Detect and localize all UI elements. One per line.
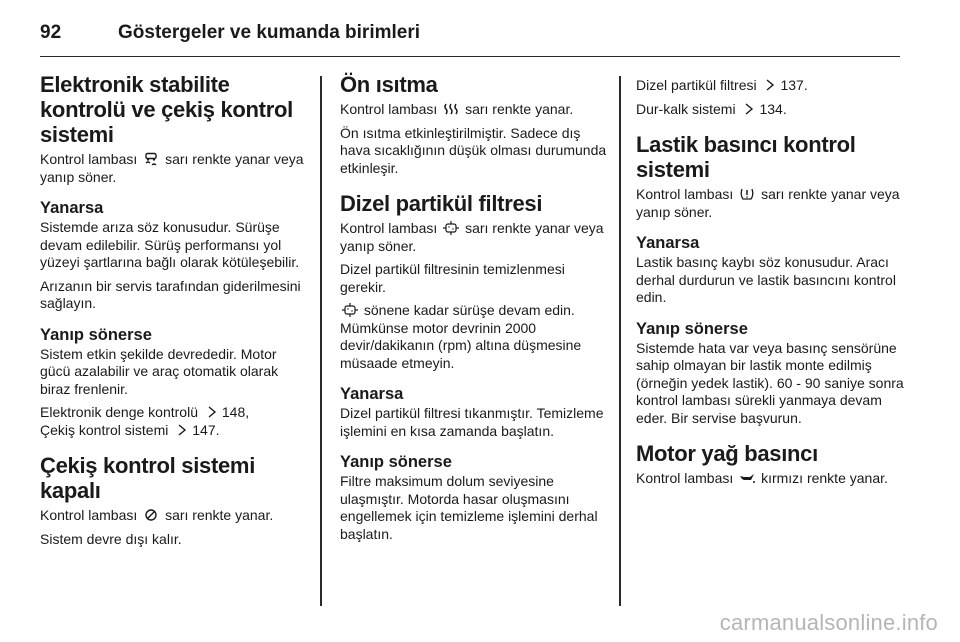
esp-flash-text: Sistem etkin şekilde devrededir. Motor gücü azalabilir ve araç otomatik olarak biraz frenlenir. bbox=[40, 345, 279, 397]
tc-off-section-title: Çekiş kontrol sistemi kapalı bbox=[40, 453, 256, 503]
dpf-text-2: sönene kadar sürüşe devam edin. Mümkünse motor devrinin 2000 devir/dakikanın (rpm) altına düşmesine müsaade etmeyin. bbox=[340, 302, 582, 371]
tpms-flash-heading: Yanıp sönerse bbox=[636, 319, 748, 338]
dpf-lit-text: Dizel partikül filtresi tıkanmıştır. Temizleme işlemini en kısa zamanda başlatın. bbox=[340, 405, 604, 439]
tc-off-text: Sistem devre dışı kalır. bbox=[40, 530, 182, 547]
tpms-section-title: Lastik basıncı kontrol sistemi bbox=[636, 132, 856, 182]
traction-control-off-icon bbox=[143, 508, 159, 522]
oil-pressure-section-title: Motor yağ basıncı bbox=[636, 441, 818, 466]
diesel-particulate-filter-icon bbox=[342, 303, 358, 317]
esp-service-text: Arızanın bir servis tarafından giderilmesini sağlayın. bbox=[40, 277, 301, 311]
preheat-text: Ön ısıtma etkinleştirilmiştir. Sadece dış hava sıcaklığının düşük olması durumunda etkinleşir. bbox=[340, 124, 607, 176]
esp-intro: Kontrol lambası sarı renkte yanar veya yanıp söner. bbox=[40, 151, 304, 185]
esp-lit-text: Sistemde arıza söz konusudur. Sürüşe devam edilebilir. Sürüş performansı yol yüzeyi şartlarına bağlı olarak kötüleşebilir. bbox=[40, 219, 300, 270]
page-header-title: Göstergeler ve kumanda birimleri bbox=[118, 22, 421, 43]
page-ref-137[interactable]: 137. bbox=[780, 77, 808, 93]
dpf-section-title: Dizel partikül filtresi bbox=[340, 191, 543, 216]
esp-skid-car-icon bbox=[143, 152, 159, 166]
tpms-lit-heading: Yanarsa bbox=[636, 234, 700, 252]
preheat-intro: Kontrol lambası sarı renkte yanar. bbox=[340, 101, 574, 117]
tc-off-intro: Kontrol lambası sarı renkte yanar. bbox=[40, 507, 274, 523]
dpf-intro: Kontrol lambası sarı renkte yanar veya yanıp söner. bbox=[340, 220, 604, 254]
oil-can-icon bbox=[739, 471, 755, 485]
column-2 bbox=[340, 72, 610, 549]
page-reference-arrow-icon bbox=[204, 405, 220, 419]
dpf-flash-text: Filtre maksimum dolum seviyesine ulaşmıştır. Motorda hasar oluşmasını engellemek için temizleme işlemini derhal başlatın. bbox=[340, 473, 598, 542]
esp-flash-heading: Yanıp sönerse bbox=[40, 325, 152, 344]
page-reference-arrow-icon bbox=[762, 78, 778, 92]
dpf-references: Dizel partikül filtresi 137. bbox=[636, 77, 808, 93]
tpms-flash-text: Sistemde hata var veya basınç sensörüne sahip olmayan bir lastik monte edilmiş (örneğin yedek lastik). 60 - 90 saniye sonra kontrol lambası sürekli yanmaya devam eder. Bir servise başvurun. bbox=[636, 339, 904, 426]
dpf-flash-heading: Yanıp sönerse bbox=[340, 453, 452, 471]
page-ref-134[interactable]: 134. bbox=[759, 100, 787, 117]
column-divider-left bbox=[320, 76, 322, 606]
esp-lit-heading: Yanarsa bbox=[40, 199, 104, 217]
dpf-text-1: Dizel partikül filtresinin temizlenmesi gerekir. bbox=[340, 261, 565, 295]
tire-pressure-icon bbox=[739, 187, 755, 201]
preheat-section-title: Ön ısıtma bbox=[340, 72, 438, 97]
page-number: 92 bbox=[40, 22, 62, 43]
tpms-lit-text: Lastik basınç kaybı söz konusudur. Aracı derhal durdurun ve lastik basıncını kontrol edin. bbox=[636, 254, 896, 305]
esp-section-title: Elektronik stabilite kontrolü ve çekiş kontrol sistemi bbox=[40, 72, 293, 147]
column-1 bbox=[40, 72, 310, 554]
page-reference-arrow-icon bbox=[174, 423, 190, 437]
page-header bbox=[40, 12, 900, 57]
dpf-lit-heading: Yanarsa bbox=[340, 385, 404, 403]
diesel-particulate-filter-icon bbox=[443, 221, 459, 235]
esp-references: Elektronik denge kontrolü 148, Çekiş kontrol sistemi 147. bbox=[40, 404, 250, 438]
page-ref-148[interactable]: 148, bbox=[221, 404, 250, 420]
glow-plug-icon bbox=[443, 102, 459, 116]
stop-start-reference: Dur-kalk sistemi 134. bbox=[636, 100, 787, 117]
oil-pressure-intro: Kontrol lambası kırmızı renkte yanar. bbox=[636, 470, 888, 486]
column-divider-right bbox=[619, 76, 621, 606]
tpms-intro: Kontrol lambası sarı renkte yanar veya yanıp söner. bbox=[636, 186, 900, 220]
watermark: carmanualsonline.info bbox=[719, 610, 938, 635]
page-ref-147[interactable]: 147. bbox=[192, 421, 220, 438]
page-reference-arrow-icon bbox=[741, 102, 757, 116]
column-3 bbox=[636, 72, 906, 494]
